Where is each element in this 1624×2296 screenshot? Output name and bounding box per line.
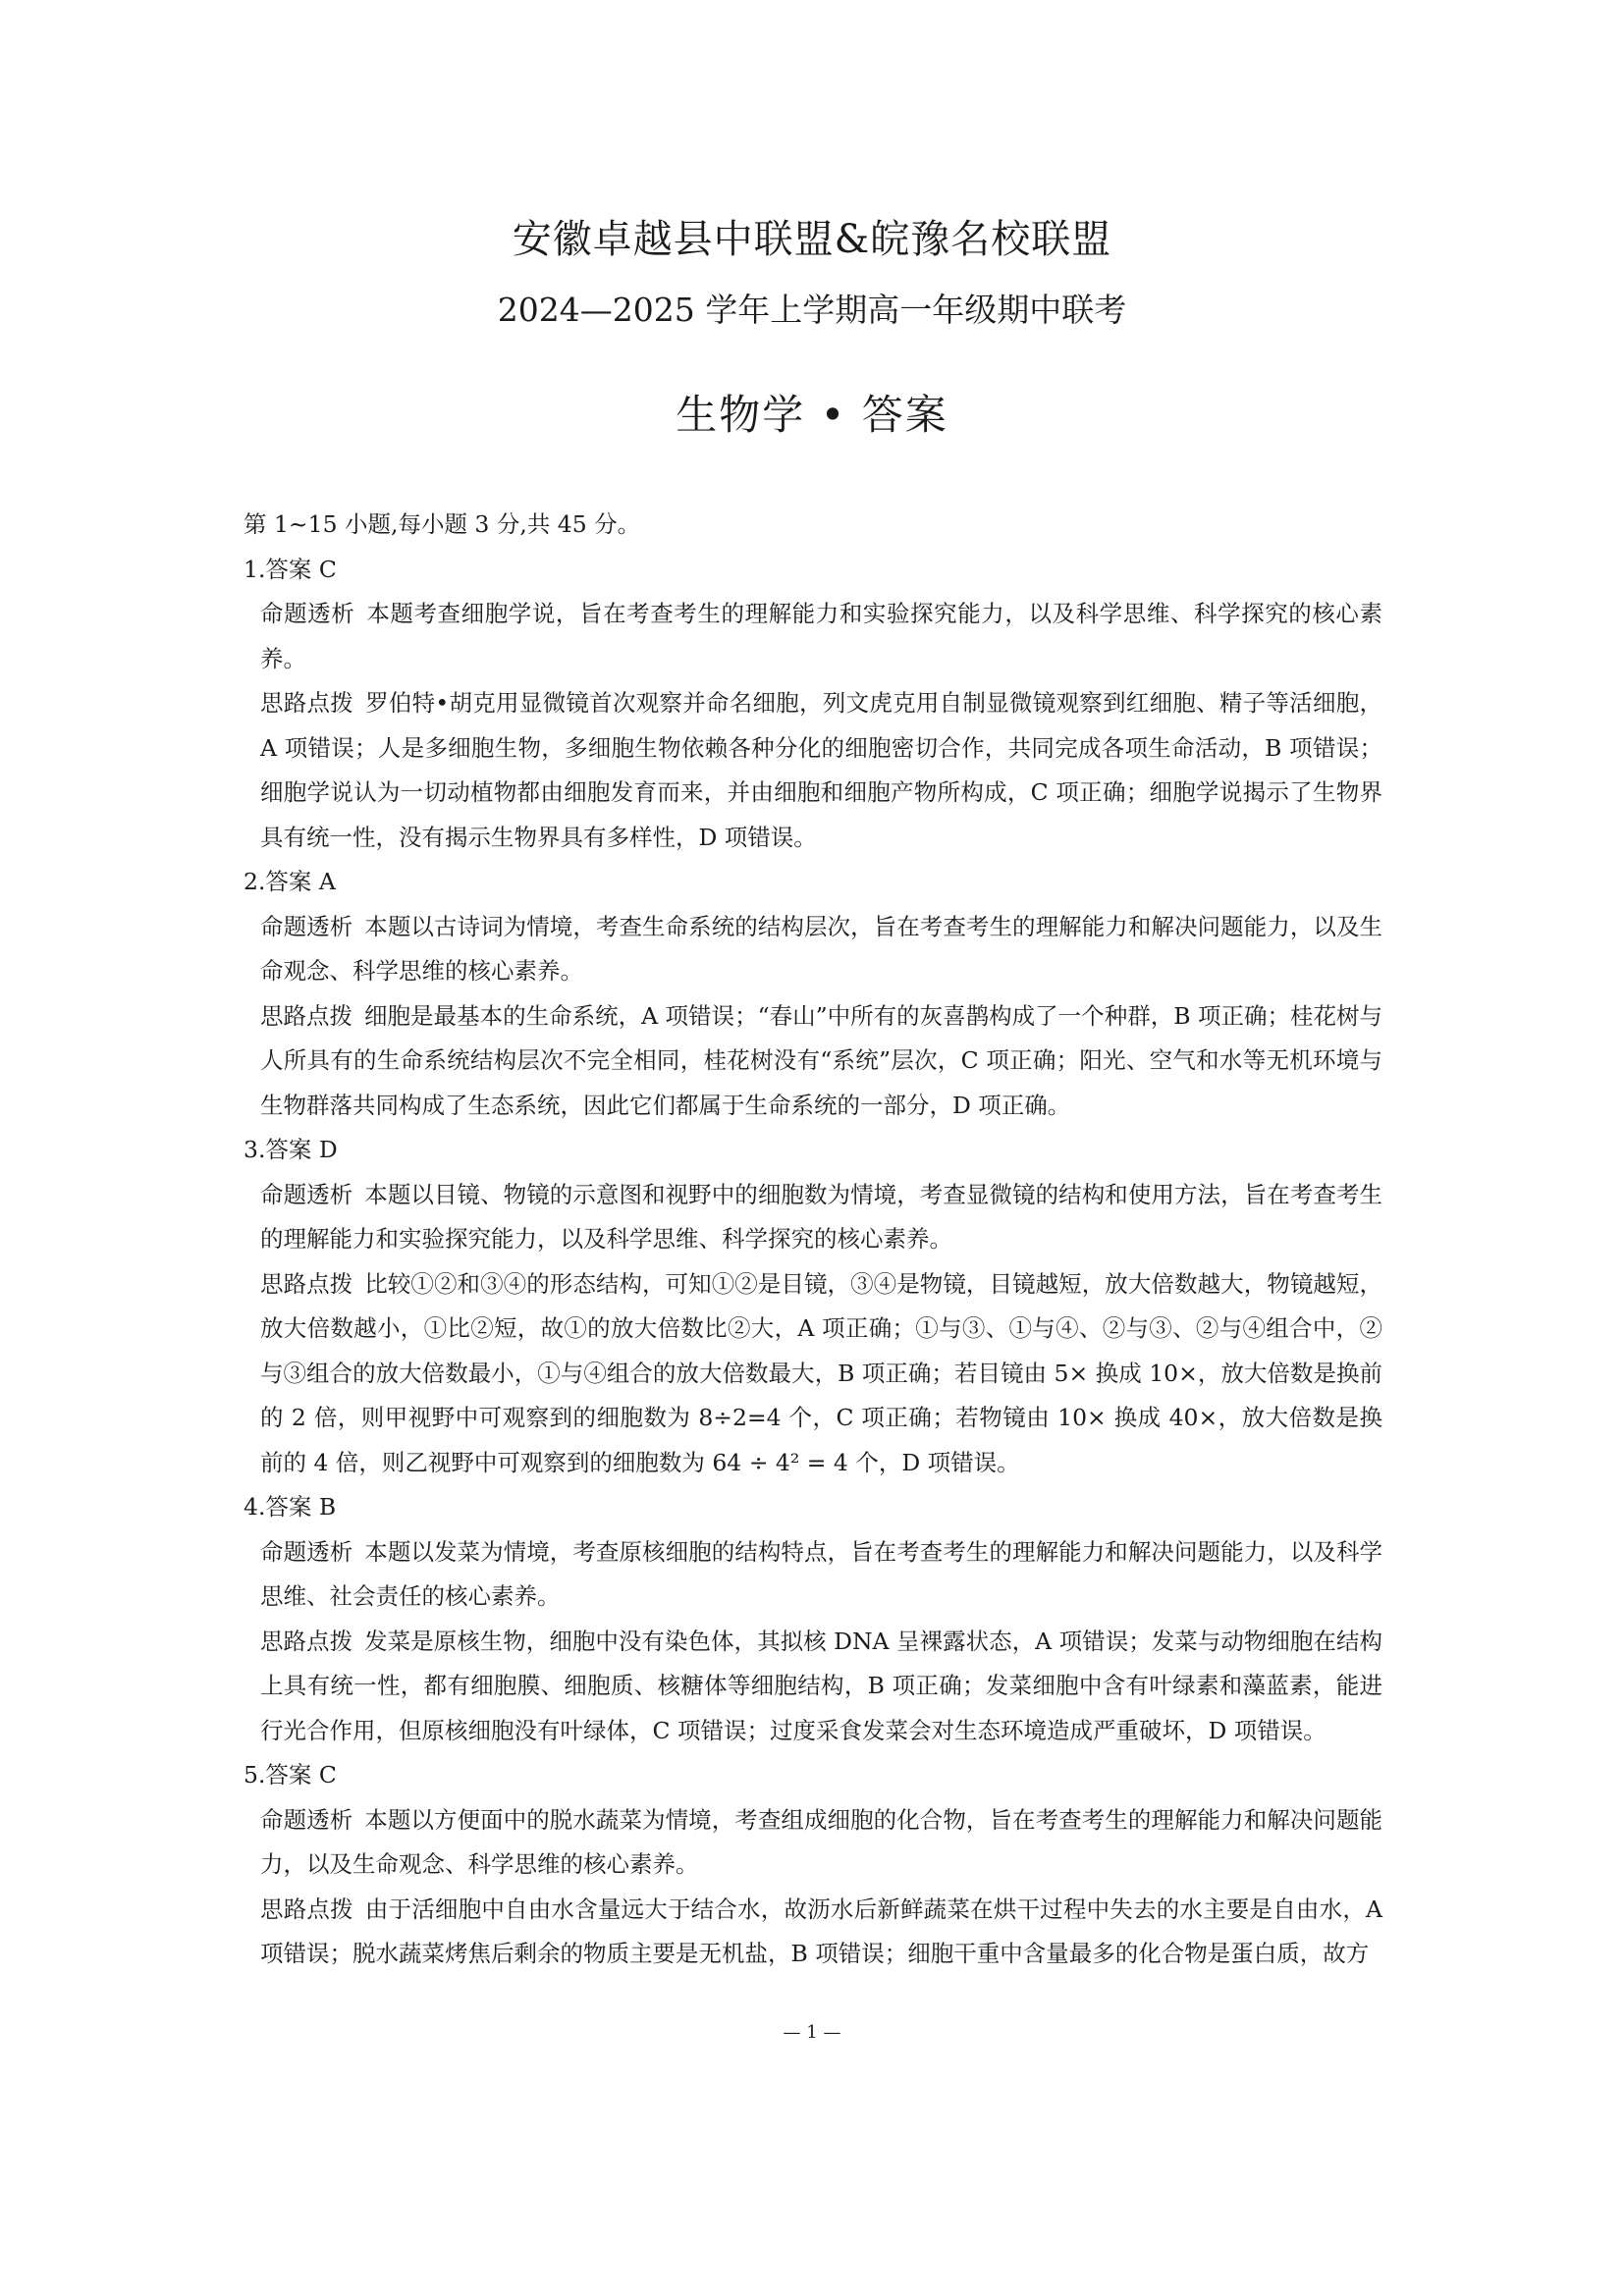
analysis-label: 命题透析 (260, 1180, 353, 1208)
hint-label: 思路点拨 (260, 1001, 353, 1030)
question-5-analysis (244, 1798, 1382, 1888)
hint-text: 发菜是原核生物，细胞中没有染色体，其拟核 DNA 呈裸露状态，A 项错误；发菜与动物细胞在结构上具有统一性，都有细胞膜、细胞质、核糖体等细胞结构，B 项正确；发菜细胞中含有叶绿素和藻蓝素，能进行光合作用，但原核细胞没有叶绿体，C 项错误；过度采食发菜会对生态环境造成严重破坏，D 项错误。 (260, 1627, 1382, 1744)
subject-title: 生物学 • 答案 (676, 391, 948, 439)
question-1-answer: 1.答案 C (244, 555, 337, 583)
analysis-text: 本题以目镜、物镜的示意图和视野中的细胞数为情境，考查显微镜的结构和使用方法，旨在考查考生的理解能力和实验探究能力，以及科学思维、科学探究的核心素养。 (260, 1180, 1383, 1253)
question-3-analysis (244, 1173, 1382, 1262)
question-4-analysis (244, 1530, 1382, 1620)
question-5 (244, 1753, 1382, 1977)
question-4-answer: 4.答案 B (244, 1493, 337, 1521)
question-2-hint (244, 994, 1382, 1129)
analysis-label: 命题透析 (260, 1537, 353, 1566)
analysis-text: 本题以发菜为情境，考查原核细胞的结构特点，旨在考查考生的理解能力和解决问题能力，以及科学思维、社会责任的核心素养。 (260, 1537, 1383, 1610)
analysis-text: 本题以方便面中的脱水蔬菜为情境，考查组成细胞的化合物，旨在考查考生的理解能力和解决问题能力，以及生命观念、科学思维的核心素养。 (260, 1805, 1383, 1878)
analysis-label: 命题透析 (260, 1805, 353, 1834)
question-3-answer: 3.答案 D (244, 1136, 338, 1163)
hint-text: 由于活细胞中自由水含量远大于结合水，故沥水后新鲜蔬菜在烘干过程中失去的水主要是自由水，A 项错误；脱水蔬菜烤焦后剩余的物质主要是无机盐，B 项错误；细胞干重中含量最多的化合物是蛋白质，故方 (260, 1895, 1382, 1967)
question-4 (244, 1485, 1382, 1753)
analysis-label: 命题透析 (260, 600, 355, 627)
exam-union-title: 安徽卓越县中联盟&皖豫名校联盟 (512, 217, 1112, 262)
analysis-text: 本题以古诗词为情境，考查生命系统的结构层次，旨在考查考生的理解能力和解决问题能力，以及生命观念、科学思维的核心素养。 (260, 912, 1383, 985)
question-2-analysis (244, 905, 1382, 994)
hint-label: 思路点拨 (260, 1269, 353, 1298)
question-1 (244, 548, 1382, 861)
question-1-analysis (244, 592, 1382, 681)
exam-session-title: 2024—2025 学年上学期高一年级期中联考 (497, 291, 1127, 329)
section-intro: 第 1~15 小题,每小题 3 分,共 45 分。 (244, 510, 641, 538)
hint-label: 思路点拨 (260, 1627, 353, 1655)
analysis-label: 命题透析 (260, 912, 353, 940)
hint-label: 思路点拨 (260, 689, 354, 717)
hint-text: 罗伯特•胡克用显微镜首次观察并命名细胞，列文虎克用自制显微镜观察到红细胞、精子等活细胞，A 项错误；人是多细胞生物，多细胞生物依赖各种分化的细胞密切合作，共同完成各项生命活动，B 项错误；细胞学说认为一切动植物都由细胞发育而来，并由细胞和细胞产物所构成，C 项正确；细胞学说揭示了生物界具有统一性，没有揭示生物界具有多样性，D 项错误。 (260, 689, 1382, 851)
question-4-hint (244, 1620, 1382, 1754)
answer-body (244, 503, 1382, 1977)
page-number: — 1 — (783, 2022, 841, 2043)
question-5-answer: 5.答案 C (244, 1761, 337, 1789)
hint-label: 思路点拨 (260, 1895, 353, 1923)
question-3-hint (244, 1262, 1382, 1486)
question-5-hint (244, 1888, 1382, 1977)
analysis-text: 本题考查细胞学说，旨在考查考生的理解能力和实验探究能力，以及科学思维、科学探究的核心素养。 (260, 600, 1383, 672)
question-1-hint (244, 681, 1382, 860)
question-2-answer: 2.答案 A (244, 868, 336, 895)
question-2 (244, 860, 1382, 1128)
hint-text: 细胞是最基本的生命系统，A 项错误；“春山”中所有的灰喜鹊构成了一个种群，B 项正确；桂花树与人所具有的生命系统结构层次不完全相同，桂花树没有“系统”层次，C 项正确；阳光、空气和水等无机环境与生物群落共同构成了生态系统，因此它们都属于生命系统的一部分，D 项正确。 (260, 1001, 1382, 1119)
question-3 (244, 1128, 1382, 1485)
hint-text: 比较①②和③④的形态结构，可知①②是目镜，③④是物镜，目镜越短，放大倍数越大，物镜越短，放大倍数越小，①比②短，故①的放大倍数比②大，A 项正确；①与③、①与④、②与③、②与④组合中，②与③组合的放大倍数最小，①与④组合的放大倍数最大，B 项正确；若目镜由 5× 换成 10×，放大倍数是换前的 2 倍，则甲视野中可观察到的细胞数为 8÷2=4 个，C 项正确；若物镜由 10× 换成 40×，放大倍数是换前的 4 倍，则乙视野中可观察到的细胞数为 64 ÷ 4² = 4 个，D 项错误。 (260, 1269, 1383, 1476)
